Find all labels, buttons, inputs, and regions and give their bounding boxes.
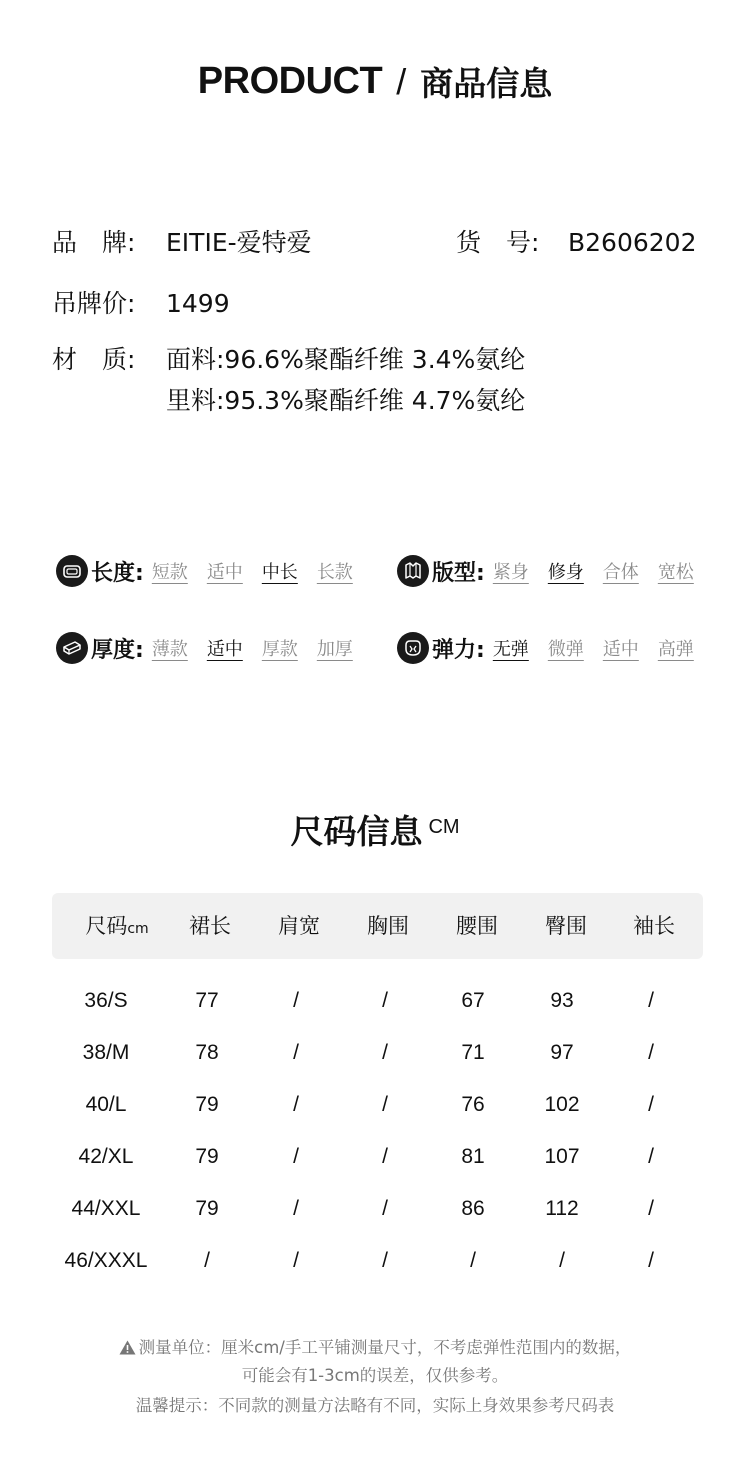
attribute-thickness [56,632,353,664]
option-extra-thick: 加厚 [316,639,353,660]
option-slim-selected: 修身 [547,562,584,583]
cell-skirt-length: / [204,1249,210,1272]
title-zh: 商品信息 [420,64,553,103]
cell-bust: / [382,1249,388,1272]
option-thick: 厚款 [261,639,298,660]
attribute-options [493,635,694,661]
page-header [0,58,750,105]
cell-shoulder: / [293,1145,299,1168]
table-row [52,1131,703,1183]
cell-sleeve: / [648,1145,654,1168]
attribute-fit [397,555,694,587]
table-row [52,975,703,1027]
size-section-title [0,806,750,853]
size-table-body [52,975,703,1287]
elasticity-icon [397,632,429,664]
cell-sleeve: / [648,1197,654,1220]
header-shoulder: 肩宽 [278,914,320,938]
brand-row [52,228,702,258]
header-skirt-length: 裙长 [189,914,231,938]
option-medium-selected: 适中 [206,639,243,660]
cell-waist: 76 [461,1093,485,1116]
cell-bust: / [382,1197,388,1220]
title-separator: / [396,60,407,102]
cell-sleeve: / [648,1249,654,1272]
cell-hip: 93 [550,989,574,1012]
brand-value: EITIE-爱特爱 [166,228,312,257]
size-table-header [52,893,703,959]
option-medium-stretch: 适中 [602,639,639,660]
option-regular: 合体 [602,562,639,583]
cell-shoulder: / [293,1093,299,1116]
price-label: 吊牌价: [52,289,136,318]
attribute-options [152,558,353,584]
tip-note: 温馨提示：不同款的测量方法略有不同，实际上身效果参考尺码表 [135,1396,615,1415]
attribute-length [56,555,353,587]
attribute-name: 版型: [432,560,485,586]
cell-skirt-length: 79 [195,1145,219,1168]
cell-shoulder: / [293,1041,299,1064]
sku-label: 货 号: [456,228,540,257]
option-no-stretch-selected: 无弹 [492,639,529,660]
cell-size: 40/L [85,1093,127,1116]
option-thin: 薄款 [151,639,188,660]
thickness-icon [56,632,88,664]
cell-size: 44/XXL [71,1197,141,1220]
cell-sleeve: / [648,1041,654,1064]
sku-value: B2606202 [568,228,697,257]
brand-label: 品 牌: [52,228,136,257]
option-long: 长款 [316,562,353,583]
cell-waist: 71 [461,1041,485,1064]
attribute-options [493,558,694,584]
cell-sleeve: / [648,989,654,1012]
cell-hip: / [559,1249,565,1272]
header-sleeve: 袖长 [633,914,675,938]
cell-size: 36/S [84,989,128,1012]
title-en: PRODUCT [197,60,383,102]
material-label: 材 质: [52,345,136,374]
header-hip: 臀围 [545,914,587,938]
header-bust: 胸围 [367,914,409,938]
measurement-note: 测量单位：厘米cm/手工平铺测量尺寸，不考虑弹性范围内的数据， [0,1337,750,1359]
cell-skirt-length: 79 [195,1197,219,1220]
material-lining: 里料:95.3%聚酯纤维 4.7%氨纶 [166,386,526,415]
cell-size: 46/XXXL [64,1249,148,1272]
cell-waist: 86 [461,1197,485,1220]
attribute-options [152,635,353,661]
cell-shoulder: / [293,989,299,1012]
attribute-name: 长度: [91,560,144,586]
cell-waist: 67 [461,989,485,1012]
table-row [52,1079,703,1131]
measurement-note-2: 可能会有1-3cm的误差，仅供参考。 [241,1366,509,1385]
cell-size: 42/XL [78,1145,134,1168]
cell-size: 38/M [82,1041,130,1064]
table-row [52,1027,703,1079]
option-short: 短款 [151,562,188,583]
attribute-name: 厚度: [91,637,144,663]
cell-bust: / [382,1093,388,1116]
cell-waist: / [470,1249,476,1272]
cell-shoulder: / [293,1197,299,1220]
cell-bust: / [382,1041,388,1064]
cell-shoulder: / [293,1249,299,1272]
cell-waist: 81 [461,1145,485,1168]
sku-group [456,228,697,258]
cell-hip: 112 [545,1197,579,1220]
size-unit: CM [428,816,460,838]
option-loose: 宽松 [657,562,694,583]
cell-hip: 102 [544,1093,580,1116]
option-midlength-selected: 中长 [261,562,298,583]
attribute-elasticity [397,632,694,664]
size-title: 尺码信息 [290,812,423,851]
cell-hip: 107 [544,1145,580,1168]
cell-bust: / [382,1145,388,1168]
option-high-stretch: 高弹 [657,639,694,660]
attribute-name: 弹力: [432,637,485,663]
option-tight: 紧身 [492,562,529,583]
option-medium: 适中 [206,562,243,583]
cell-skirt-length: 79 [195,1093,219,1116]
table-row [52,1235,703,1287]
warning-icon [119,1340,136,1355]
option-slight-stretch: 微弹 [547,639,584,660]
cell-skirt-length: 78 [195,1041,219,1064]
price-row [52,289,230,319]
fit-icon [397,555,429,587]
material-row [52,345,525,375]
material-outer: 面料:96.6%聚酯纤维 3.4%氨纶 [166,345,526,374]
cell-sleeve: / [648,1093,654,1116]
cell-hip: 97 [550,1041,574,1064]
header-waist: 腰围 [456,914,498,938]
header-size: 尺码cm [85,914,149,938]
cell-skirt-length: 77 [195,989,219,1012]
table-row [52,1183,703,1235]
cell-bust: / [382,989,388,1012]
length-icon [56,555,88,587]
price-value: 1499 [166,289,230,318]
material-lining-row [166,386,525,416]
